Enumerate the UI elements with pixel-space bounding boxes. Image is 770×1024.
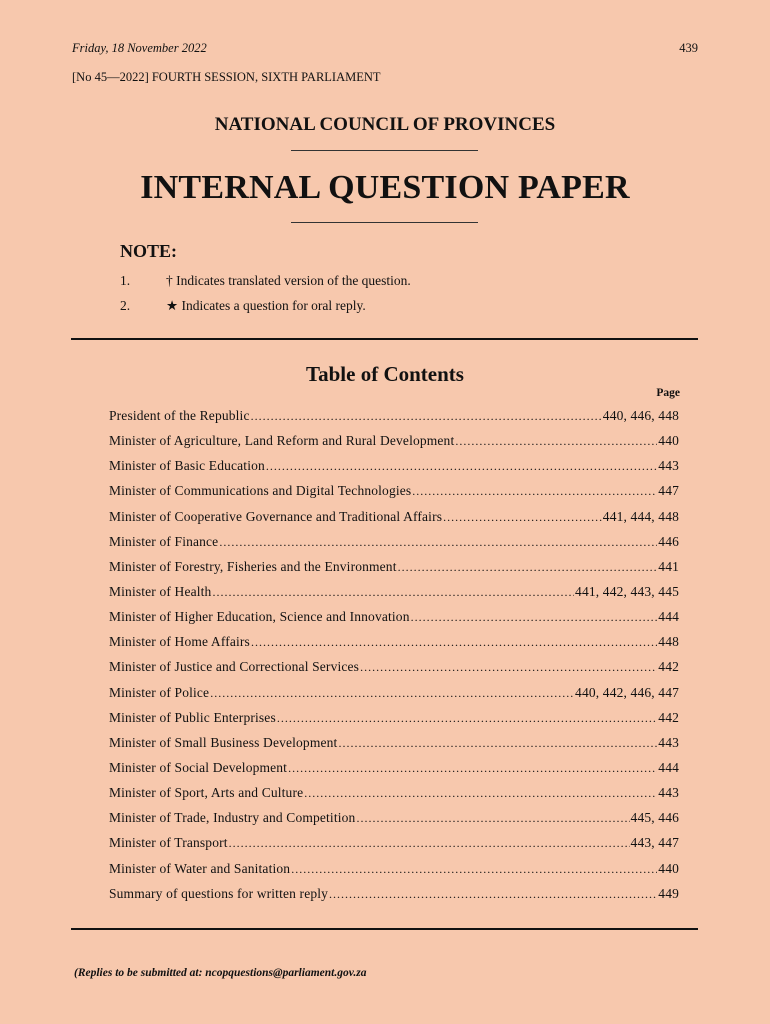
toc-dot-leader [291, 857, 657, 882]
toc-entry-name: Minister of Public Enterprises [109, 709, 276, 725]
toc-entry[interactable] [109, 403, 679, 428]
toc-dot-leader [360, 655, 657, 680]
toc-dot-leader [288, 756, 657, 781]
toc-page-label: Page [656, 387, 680, 399]
toc-entry-pages: 440, 442, 446, 447 [575, 684, 679, 700]
note-item-number: 2. [120, 298, 131, 313]
toc-entry-pages: 443, 447 [630, 835, 679, 851]
toc-entry-pages: 444 [658, 609, 679, 625]
toc-dot-leader [251, 630, 657, 655]
toc-entry-name: Minister of Home Affairs [109, 634, 250, 650]
toc-entry[interactable] [109, 654, 679, 679]
toc-entry-name: Minister of Police [109, 684, 210, 700]
toc-dot-leader [266, 454, 657, 479]
toc-entry[interactable] [109, 629, 679, 654]
toc-entry-name: Minister of Basic Education [109, 458, 265, 474]
toc-entry-pages: 443 [658, 785, 679, 801]
toc-entry[interactable] [109, 805, 679, 830]
page-title: INTERNAL QUESTION PAPER [140, 169, 630, 206]
toc-dot-leader [329, 882, 657, 907]
toc-entry-pages: 448 [658, 634, 679, 650]
toc-entry[interactable] [109, 504, 679, 529]
toc-entry-name: President of the Republic [109, 408, 250, 423]
toc-entry-name: Minister of Transport [109, 835, 228, 851]
toc-entry-name: Minister of Forestry, Fisheries and the Environment [109, 558, 397, 574]
toc-entry[interactable] [109, 579, 679, 604]
toc-entry-pages: 441, 442, 443, 445 [575, 583, 679, 599]
toc-entry[interactable] [109, 730, 679, 755]
toc-dot-leader [212, 580, 574, 605]
toc-entry-name: Minister of Water and Sanitation [109, 860, 291, 876]
toc-entry-name: Minister of Cooperative Governance and Traditional Affairs [109, 508, 443, 524]
toc-dot-leader [412, 479, 657, 504]
toc-entry-pages: 442 [658, 709, 679, 725]
divider-under-title [291, 222, 478, 223]
session-line: [No 45—2022] FOURTH SESSION, SIXTH PARLIAMENT [72, 70, 381, 84]
toc-dot-leader [304, 781, 657, 806]
toc-dot-leader [338, 731, 657, 756]
toc-dot-leader [455, 429, 657, 454]
toc-entry-pages: 441 [658, 558, 679, 574]
toc-entry-pages: 440 [658, 433, 679, 449]
toc-entry-pages: 446 [658, 533, 679, 549]
toc-entry-name: Minister of Agriculture, Land Reform and Rural Development [109, 433, 455, 449]
toc-entry-pages: 441, 444, 448 [602, 508, 679, 524]
toc-dot-leader [356, 806, 629, 831]
toc-dot-leader [277, 706, 657, 731]
toc-entry-name: Minister of Justice and Correctional Services [109, 659, 360, 675]
toc-dot-leader [229, 831, 630, 856]
paper-date: Friday, 18 November 2022 [72, 41, 207, 55]
toc-heading: Table of Contents [306, 362, 464, 386]
note-item-text: ★ Indicates a question for oral reply. [166, 298, 366, 313]
toc-entry-name: Minister of Social Development [109, 759, 288, 775]
toc-entry-name: Minister of Finance [109, 533, 219, 549]
table-of-contents [109, 403, 679, 906]
toc-dot-leader [398, 555, 658, 580]
toc-entry-name: Minister of Trade, Industry and Competition [109, 810, 356, 826]
toc-entry[interactable] [109, 830, 679, 855]
toc-dot-leader [210, 681, 574, 706]
toc-entry[interactable] [109, 780, 679, 805]
toc-entry-name: Minister of Sport, Arts and Culture [109, 785, 304, 801]
toc-dot-leader [411, 605, 658, 630]
toc-entry[interactable] [109, 478, 679, 503]
toc-entry-pages: 443 [658, 458, 679, 474]
toc-entry[interactable] [109, 554, 679, 579]
toc-entry[interactable] [109, 881, 679, 906]
note-heading: NOTE: [120, 241, 178, 261]
toc-dot-leader [219, 530, 657, 555]
toc-entry[interactable] [109, 680, 679, 705]
toc-entry-name: Minister of Small Business Development [109, 734, 338, 750]
toc-entry-pages: 440, 446, 448 [602, 408, 679, 423]
footer-note: (Replies to be submitted at: ncopquestions@parliament.gov.za [74, 967, 367, 979]
council-heading: NATIONAL COUNCIL OF PROVINCES [214, 114, 556, 135]
toc-entry-name: Minister of Health [109, 583, 212, 599]
toc-entry-pages: 445, 446 [630, 810, 679, 826]
toc-entry-pages: 443 [658, 734, 679, 750]
toc-entry-pages: 442 [658, 659, 679, 675]
toc-entry[interactable] [109, 453, 679, 478]
divider-before-toc [71, 338, 698, 340]
toc-entry-name: Minister of Higher Education, Science and Innovation [109, 609, 410, 625]
toc-entry-pages: 440 [658, 860, 679, 876]
toc-dot-leader [443, 505, 602, 530]
toc-dot-leader [251, 404, 602, 429]
note-item-number: 1. [120, 273, 131, 288]
toc-entry-pages: 447 [658, 483, 679, 499]
toc-entry[interactable] [109, 529, 679, 554]
toc-entry[interactable] [109, 428, 679, 453]
toc-entry[interactable] [109, 755, 679, 780]
toc-entry-name: Minister of Communications and Digital Technologies [109, 483, 412, 499]
divider-top [291, 150, 478, 151]
toc-entry-name: Summary of questions for written reply [109, 885, 329, 901]
note-item-text: † Indicates translated version of the question. [166, 273, 411, 288]
divider-after-toc [71, 928, 698, 930]
toc-entry[interactable] [109, 856, 679, 881]
toc-entry-pages: 444 [658, 759, 679, 775]
page-number: 439 [679, 41, 698, 55]
toc-entry[interactable] [109, 705, 679, 730]
toc-entry[interactable] [109, 604, 679, 629]
toc-entry-pages: 449 [658, 885, 679, 901]
